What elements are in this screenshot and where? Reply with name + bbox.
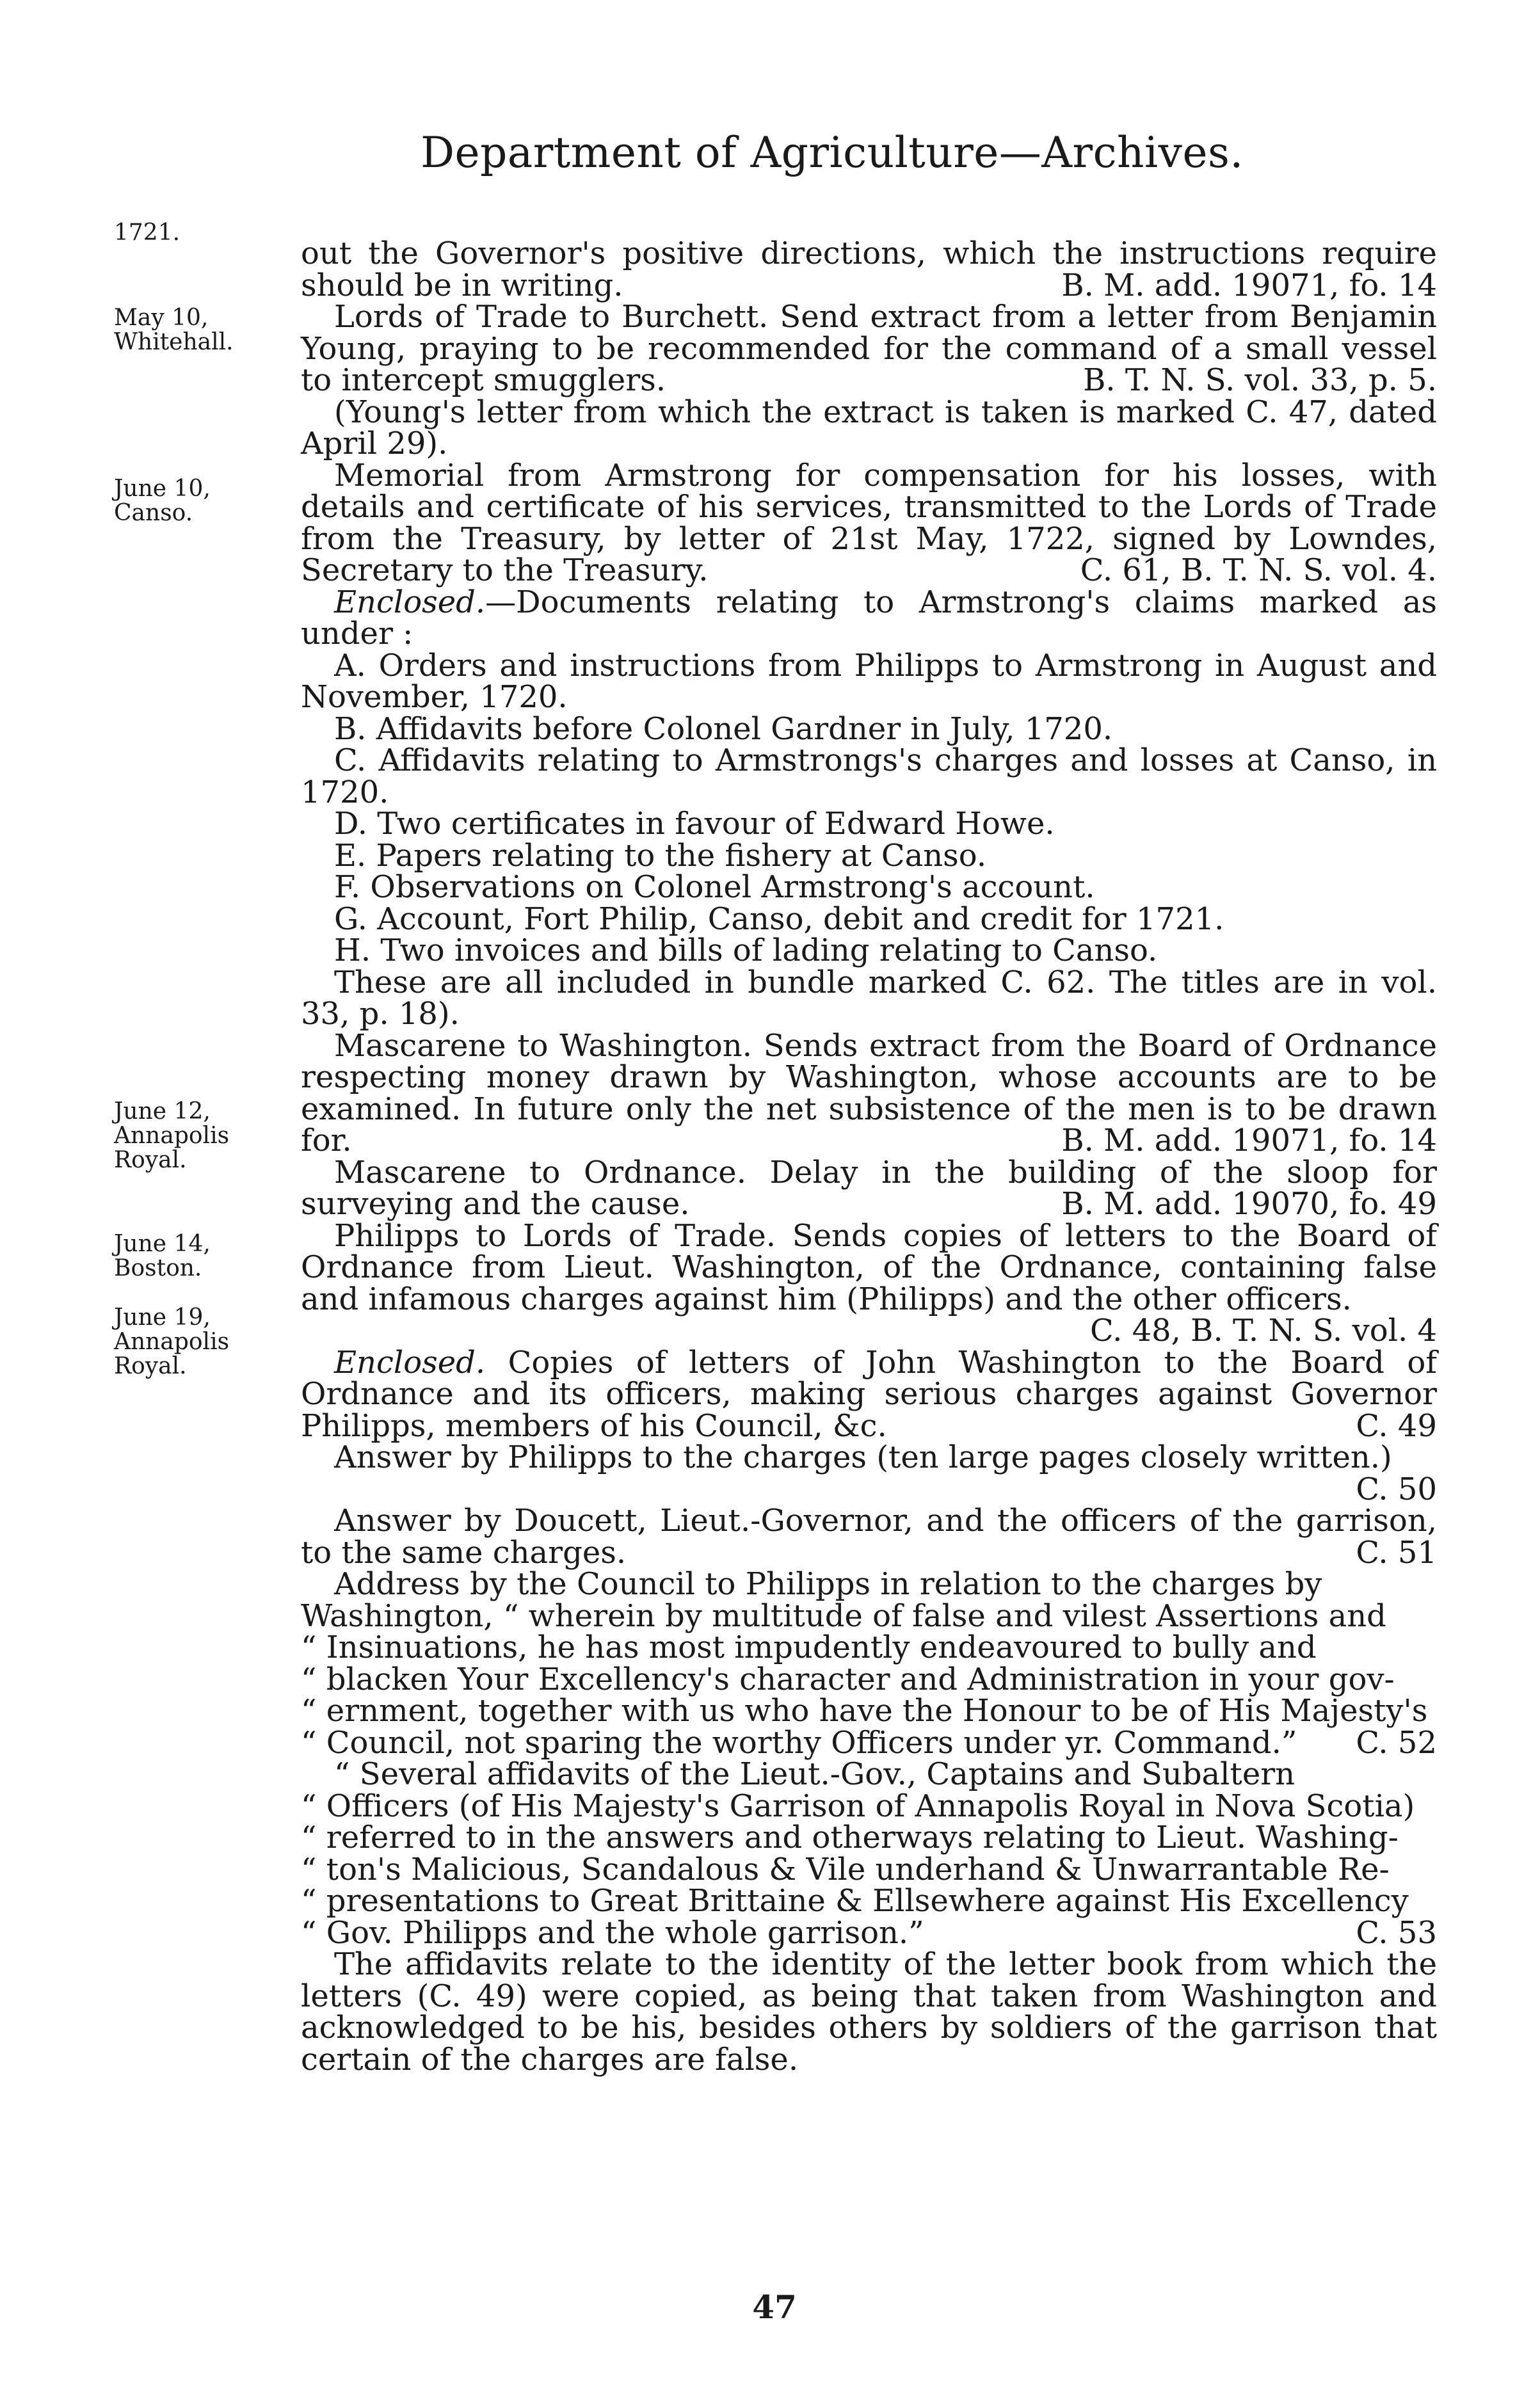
margin-date-may-10: May 10, Whitehall.: [114, 305, 234, 355]
enclosure-item-b: B. Affidavits before Colonel Gardner in July, 1720.: [334, 710, 1113, 747]
enclosure-item-d: D. Two certificates in favour of Edward Howe.: [334, 806, 1055, 842]
entry-affidavits-quote: “ Several affidavits of the Lieut.-Gov., Captains and Subaltern “ Officers (of His Majesty's Garrison of Annapolis Royal in Nova Scotia) “ referred to in the answers and otherways relating to Lieut. Washing- “ ton's Malicious, Scandalous & Vile underhand & Unwarrantable Re- “ presentations to Great Brittaine & Ellsewhere against His Excellency “ Gov. Philipps and the whole garrison.” C. 53: [301, 1756, 1437, 1951]
enclosure-item-g: G. Account, Fort Philip, Canso, debit and credit for 1721.: [334, 901, 1224, 937]
document-body: [301, 238, 1437, 2076]
entry-doucett-answer: Answer by Doucett, Lieut.-Governor, and the officers of the garrison, to the same charges. C. 51: [301, 1503, 1437, 1571]
margin-date-june-19: June 19, Annapolis Royal.: [114, 1304, 230, 1379]
entry-young-letter-note: (Young's letter from which the extract is taken is marked C. 47, dated April 29).: [301, 394, 1437, 461]
enclosure-item-a: A. Orders and instructions from Philipps to Armstrong in August and November, 1720.: [301, 647, 1437, 715]
entry-council-address: Address by the Council to Philipps in relation to the charges by Washington, “ wherein by multitude of false and vilest Assertions and “ Insinuations, he has most impudently endeavoured to bully and “ blacken Your Excellency's character and Administration in your gov- “ ernment, together with us who have the Honour to be of His Majesty's “ Council, not sparing the worthy Officers under yr. Command.” C. 52: [301, 1566, 1437, 1761]
margin-date-june-14: June 14, Boston.: [114, 1231, 211, 1281]
margin-date-june-12: June 12, Annapolis Royal.: [114, 1098, 230, 1173]
entry-affidavits-note: The affidavits relate to the identity of the letter book from which the letters (C. 49) were copied, as being that taken from Washington and acknowledged to be his, besides others by soldiers of the garrison that certain of the charges are false.: [301, 1946, 1437, 2078]
margin-date-june-10: June 10, Canso.: [114, 476, 211, 526]
running-header: Department of Agriculture—Archives.: [421, 128, 1244, 177]
entry-armstrong-memorial: Memorial from Armstrong for compensation for his losses, with details and certificate of his services, transmitted to the Lords of Trade from the Treasury, by letter of 21st May, 1722, signed by Lowndes, Secretary to the Treasury. C. 61, B. T. N. S. vol. 4.: [301, 457, 1437, 588]
entry-lords-of-trade-burchett: Lords of Trade to Burchett. Send extract from a letter from Benjamin Young, praying to be recommended for the command of a small vessel to intercept smugglers. B. T. N. S. vol. 33, p. 5.: [301, 299, 1437, 398]
enclosure-item-e: E. Papers relating to the fishery at Canso.: [334, 837, 987, 874]
entry-enclosed-washington-letters: Enclosed. Copies of letters of John Washington to the Board of Ordnance and its officers, making serious charges against Governor Philipps, members of his Council, &c. C. 49: [301, 1344, 1437, 1444]
entry-mascarene-washington: Mascarene to Washington. Sends extract from the Board of Ordnance respecting money drawn by Washington, whose accounts are to be examined. In future only the net subsistence of the men is to be drawn for. B. M. add. 19071, fo. 14: [301, 1027, 1437, 1158]
entry-mascarene-ordnance: Mascarene to Ordnance. Delay in the building of the sloop for surveying and the cause. B. M. add. 19070, fo. 49: [301, 1154, 1437, 1222]
enclosure-item-c: C. Affidavits relating to Armstrongs's charges and losses at Canso, in 1720.: [301, 742, 1437, 810]
enclosure-item-f: F. Observations on Colonel Armstrong's account.: [334, 869, 1095, 905]
entry-philipps-answer: Answer by Philipps to the charges (ten large pages closely written.) C. 50: [334, 1439, 1437, 1507]
entry-enclosed-documents: Enclosed.—Documents relating to Armstrong's claims marked as under :: [301, 584, 1437, 652]
enclosure-item-h: H. Two invoices and bills of lading relating to Canso.: [334, 933, 1158, 968]
entry-philipps-lords-of-trade: Philipps to Lords of Trade. Sends copies of letters to the Board of Ordnance from Lieut. Washington, of the Ordnance, containing false and infamous charges against him (Philipps) and the other officers. C. 48, B. T. N. S. vol. 4: [301, 1217, 1437, 1349]
margin-year: 1721.: [114, 220, 180, 246]
entry-continuation: out the Governor's positive directions, which the instructions require should be in writing. B. M. add. 19071, fo. 14: [301, 236, 1437, 303]
entry-bundle-note: These are all included in bundle marked C. 62. The titles are in vol. 33, p. 18).: [301, 964, 1437, 1032]
page-number: 47: [752, 2288, 797, 2326]
